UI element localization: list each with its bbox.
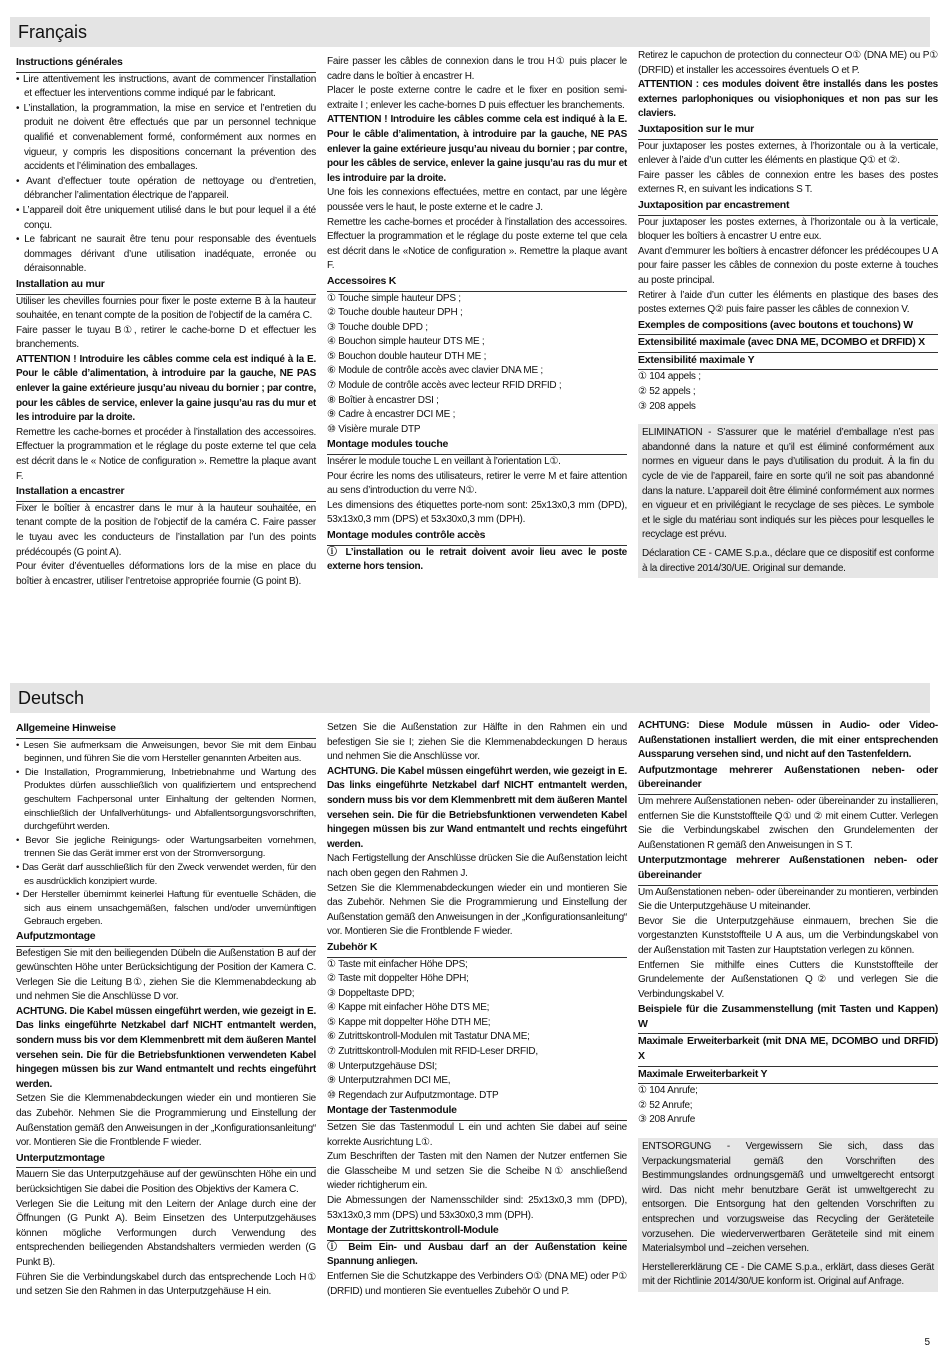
paragraph: ① Taste mit einfacher Höhe DPS;	[327, 958, 468, 970]
section-heading: Allgemeine Hinweise	[16, 721, 316, 739]
paragraph: Führen Sie die Verbindungskabel durch das entsprechende Loch H① und setzen Sie den Rahmen in das Unterputzgehäuse H ein.	[16, 1271, 316, 1298]
fr-column-1	[16, 55, 316, 589]
paragraph: ⑧ Unterputzgehäuse DSI;	[327, 1060, 437, 1072]
paragraph: ③ Touche double DPD ;	[327, 321, 428, 333]
notice-paragraph: Herstellererklärung CE - Die CAME S.p.a., erklärt, dass dieses Gerät mit der Richtlinie 2014/30/UE konform ist. Original auf Anfrage.	[638, 1259, 938, 1292]
warning-paragraph: ⓘ Beim Ein- und Ausbau darf an der Außenstation keine Spannung anliegen.	[327, 1241, 627, 1268]
paragraph: Placer le poste externe contre le cadre et le fixer en position semi-extraite I ; enlever les cache-bornes D puis effectuer les branchements.	[327, 85, 627, 111]
paragraph: ② Taste mit doppelter Höhe DPH;	[327, 973, 469, 985]
paragraph: ⑨ Cadre à encastrer DCI ME ;	[327, 409, 456, 421]
paragraph: Bevor Sie die Unterputzgehäuse einmauern, brechen Sie die vorgestanzten Kunststoffteile U A aus, um die Verbindungskabel von der Außenstation mit Tasten zur Hauptstation verlegen zu können.	[638, 915, 938, 956]
section-heading: Montage modules contrôle accès	[327, 528, 627, 546]
bullet-item: • Lesen Sie aufmerksam die Anweisungen, bevor Sie mit dem Einbau beginnen, und führen Sie die vom Hersteller genannten Arbeiten aus.	[16, 739, 316, 766]
section-heading: Maximale Erweiterbarkeit Y	[638, 1067, 938, 1085]
section-heading: Montage modules touche	[327, 437, 627, 455]
paragraph: Pour juxtaposer les postes externes, à l’horizontale ou à la verticale, bloquer les boîtiers à encastrer U entre eux.	[638, 216, 938, 243]
paragraph: Mauern Sie das Unterputzgehäuse auf der gewünschten Höhe ein und berücksichtigen Sie dabei die Position des Objektivs der Kamera C.	[16, 1169, 316, 1195]
paragraph: ③ 208 appels	[638, 400, 696, 412]
paragraph: ⑥ Module de contrôle accès avec clavier DNA ME ;	[327, 365, 543, 377]
bullet-item: • Lire attentivement les instructions, avant de commencer l’installation et effectuer les interventions comme indiqué par le fabricant.	[16, 73, 316, 102]
paragraph: ⑩ Visière murale DTP	[327, 423, 421, 435]
paragraph: Faire passer les câbles de connexion dans le trou H① puis placer le cadre dans le boîtier à encastrer H.	[327, 56, 627, 82]
paragraph: ⑥ Zutrittskontroll-Modulen mit Tastatur DNA ME;	[327, 1031, 530, 1043]
paragraph: ⑩ Regendach zur Aufputzmontage. DTP	[327, 1089, 499, 1101]
paragraph: Nach Fertigstellung der Anschlüsse drücken Sie die Außenstation leicht nach oben gegen den Rahmen J.	[327, 853, 627, 879]
paragraph: ① Touche simple hauteur DPS ;	[327, 292, 461, 304]
section-heading: Aufputzmontage mehrerer Außenstationen neben- oder übereinander	[638, 763, 938, 795]
notice-paragraph: Déclaration CE - CAME S.p.a., déclare que ce dispositif est conforme à la directive 2014/30/UE. Original sur demande.	[638, 545, 938, 578]
paragraph: Entfernen Sie mithilfe eines Cutters die Kunststoffteile der Grundelemente der Außenstationen Q② und verlegen Sie die Verbindungskabel V.	[638, 959, 938, 1000]
spacer	[638, 414, 938, 424]
warning-paragraph: ACHTUNG. Die Kabel müssen eingeführt werden, wie gezeigt in E. Das links eingeführte Netzkabel darf NICHT entmantelt werden, sondern muss bis vor dem Klemmenbrett mit dem äußeren Mantel versehen sein. Die für die Betriebsfunktionen verwendeten Kabel hingegen müssen bis zur Wand entmantelt und rechts eingeführt werden.	[327, 765, 627, 850]
paragraph: ④ Kappe mit einfacher Höhe DTS ME;	[327, 1002, 490, 1014]
paragraph: Verlegen Sie die Leitung mit den Leitern der Anlage durch eine der Öffnungen (G Punkt A). Beim Einsetzen des Unterputzgehäuses können mögliche Verformungen durch Verwendung des entsprechenden beiliegenden Abstandshalters vermieden werden (G Punkt B).	[16, 1198, 316, 1268]
fr-column-2	[327, 55, 627, 575]
paragraph: Die Abmessungen der Namensschilder sind: 25x13x0,3 mm (DPD), 53x13x0,3 mm (DPS) und 53x30x0,3 mm (DPH).	[327, 1195, 627, 1221]
section-heading: Accessoires K	[327, 274, 627, 292]
paragraph: Pour écrire les noms des utilisateurs, retirer le verre M et faire attention au sens d’introduction du verre N①.	[327, 470, 627, 497]
warning-paragraph: ATTENTION ! Introduire les câbles comme cela est indiqué à la E. Pour le câble d’alimentation, à introduire par la gauche, NE PAS enlever la gaine extérieure jusqu’au niveau du bornier ; par contre, pour les câbles de service, enlever la gaine jusqu’au ras du mur et les introduire par la droite.	[327, 114, 627, 184]
paragraph: ⑧ Boîtier à encastrer DSI ;	[327, 394, 439, 406]
paragraph: Insérer le module touche L en veillant à l’orientation L①.	[327, 456, 561, 468]
paragraph: ⑤ Bouchon double hauteur DTH ME ;	[327, 350, 487, 362]
paragraph: Zum Beschriften der Tasten mit den Namen der Nutzer entfernen Sie die Glasscheibe M und setzen Sie die Scheibe N① anschließend wieder richtigherum ein.	[327, 1151, 627, 1192]
section-heading: Extensibilité maximale Y	[638, 353, 938, 371]
paragraph: Remettre les cache-bornes et procéder à l’installation des accessoires. Effectuer la programmation et le réglage du poste externe tel que cela est décrit dans le «Notice de configuration ». Remettre la plaque avant F.	[327, 216, 627, 272]
paragraph: Befestigen Sie mit den beiliegenden Dübeln die Außenstation B auf der gewünschten Höhe unter Berücksichtigung der Position der Kamera C. Verlegen Sie die Leitung B①, ziehen Sie die Klemmenabdeckung ab und nehmen Sie die Anschlüsse D vor.	[16, 947, 316, 1003]
warning-paragraph: ACHTUNG. Die Kabel müssen eingeführt werden, wie gezeigt in E. Das links eingeführte Netzkabel darf NICHT entmantelt werden, sondern muss bis vor dem Klemmenbrett mit dem äußeren Mantel versehen sein. Die für die Betriebsfunktionen verwendeten Kabel hingegen müssen bis zur Wand entmantelt und rechts eingeführt werden.	[16, 1005, 316, 1090]
paragraph: ② Touche double hauteur DPH ;	[327, 307, 463, 319]
paragraph: Une fois les connexions effectuées, mettre en contact, par une légère poussée vers le haut, le poste externe et le cadre J.	[327, 187, 627, 213]
section-heading: Unterputzmontage	[16, 1151, 316, 1169]
page-number: 5	[924, 1337, 930, 1348]
section-heading: Montage der Zutrittskontroll-Module	[327, 1223, 627, 1241]
section-title-francais: Français	[10, 17, 930, 47]
bullet-item: • L’appareil doit être uniquement utilisé dans le but pour lequel il a été conçu.	[16, 204, 316, 233]
de-column-1	[16, 721, 316, 1300]
paragraph: Retirer à l’aide d’un cutter les éléments en plastique des bases des postes externes Q② puis faire passer les câbles de connexion V.	[638, 289, 938, 316]
paragraph: ⑦ Module de contrôle accès avec lecteur RFID DRFID ;	[327, 380, 562, 392]
paragraph: Setzen Sie die Außenstation zur Hälfte in den Rahmen ein und befestigen Sie sie I; ziehen Sie die Klemmenabdeckungen D heraus und nehmen Sie die Anschlüsse vor.	[327, 722, 627, 763]
section-heading: Maximale Erweiterbarkeit (mit DNA ME, DCOMBO und DRFID) X	[638, 1034, 938, 1066]
bullet-item: • Avant d’effectuer toute opération de nettoyage ou d’entretien, débrancher l’alimentation électrique de l’appareil.	[16, 175, 316, 204]
section-title-deutsch: Deutsch	[10, 683, 930, 713]
de-column-2	[327, 721, 627, 1299]
paragraph: ⑤ Kappe mit doppelter Höhe DTH ME;	[327, 1016, 491, 1028]
paragraph: Setzen Sie das Tastenmodul L ein und achten Sie dabei auf seine korrekte Ausrichtung L①.	[327, 1122, 627, 1148]
warning-paragraph: ACHTUNG: Diese Module müssen in Audio- oder Video-Außenstationen installiert werden, die mit einer entsprechenden Aussparung versehen sind, und nicht auf den Tastenfeldern.	[638, 720, 938, 761]
section-heading: Exemples de compositions (avec boutons et touchons) W	[638, 318, 938, 336]
bullet-item: • Le fabricant ne saurait être tenu pour responsable des éventuels dommages dérivant d’une utilisation inadéquate, erronée ou déraisonnable.	[16, 233, 316, 277]
paragraph: ⑦ Zutrittskontroll-Modulen mit RFID-Leser DRFID,	[327, 1046, 538, 1058]
section-heading: Zubehör K	[327, 940, 627, 958]
paragraph: Pour juxtaposer les postes externes, à l’horizontale ou à la verticale, enlever à l’aide d’un cutter les éléments en plastique Q① et ②.	[638, 140, 938, 167]
paragraph: Setzen Sie die Klemmenabdeckungen wieder ein und montieren Sie das Zubehör. Nehmen Sie die Programmierung und Einstellung der Außenstation gemäß den Anweisungen in der „Konfigurationsanleitung“ vor. Montieren Sie die Frontblende F wieder.	[327, 882, 627, 938]
paragraph: ④ Bouchon simple hauteur DTS ME ;	[327, 336, 485, 348]
bullet-item: • L’installation, la programmation, la mise en service et l’entretien du produit ne doivent être effectués que par un personnel technique qualifié et convenablement formé, conformément aux normes en vigueur, y compris les dispositions concernant la prévention des accidents et l’élimination des emballages.	[16, 102, 316, 175]
paragraph: ① 104 Anrufe;	[638, 1085, 698, 1097]
paragraph: ⑨ Unterputzrahmen DCI ME,	[327, 1075, 451, 1087]
section-heading: Beispiele für die Zusammenstellung (mit Tasten und Kappen) W	[638, 1002, 938, 1034]
section-heading: Instructions générales	[16, 55, 316, 73]
paragraph: Fixer le boîtier à encastrer dans le mur à la hauteur souhaitée, en tenant compte de la position de l’objectif de la caméra C. Faire passer le tuyau avec les conducteurs de l’installation par l’un des points prédécoupés (G point A).	[16, 502, 316, 558]
warning-paragraph: ATTENTION ! Introduire les câbles comme cela est indiqué à la E. Pour le câble d’alimentation, à introduire par la gauche, NE PAS enlever la gaine extérieure jusqu’au niveau du bornier ; par contre, pour les câbles de service, enlever la gaine jusqu’au ras du mur et les introduire par la droite.	[16, 353, 316, 424]
bullet-item: • Bevor Sie jegliche Reinigungs- oder Wartungsarbeiten vornehmen, trennen Sie das Gerät immer erst von der Stromversorgung.	[16, 834, 316, 861]
paragraph: Les dimensions des étiquettes porte-nom sont: 25x13x0,3 mm (DPD), 53x13x0,3 mm (DPS) et 53x30x0,3 mm (DPH).	[327, 499, 627, 526]
fr-column-3	[638, 49, 938, 578]
bullet-item: • Die Installation, Programmierung, Inbetriebnahme und Wartung des Produktes dürfen ausschließlich von qualifiziertem und entsprechend geschultem Fachpersonal unter Einhaltung der geltenden Normen, einschließlich der Unfallverhütungs- und Abfallentsorgungsvorschriften, durchgeführt werden.	[16, 766, 316, 834]
section-heading: Unterputzmontage mehrerer Außenstationen neben- oder übereinander	[638, 853, 938, 885]
section-heading: Installation a encastrer	[16, 484, 316, 502]
de-column-3	[638, 719, 938, 1292]
paragraph: Pour éviter d’éventuelles déformations lors de la mise en place du boîtier à encastrer, utiliser l’entretoise appropriée fournie (G point B).	[16, 561, 316, 587]
section-heading: Aufputzmontage	[16, 929, 316, 947]
paragraph: Utiliser les chevilles fournies pour fixer le poste externe B à la hauteur souhaitée, en tenant compte de la position de l’objectif de la caméra C.	[16, 295, 316, 322]
paragraph: Faire passer les câbles de connexion entre les bases des postes externes R, en suivant les indications S T.	[638, 169, 938, 196]
paragraph: ③ 208 Anrufe	[638, 1114, 696, 1126]
section-heading: Extensibilité maximale (avec DNA ME, DCOMBO et DRFID) X	[638, 335, 938, 353]
paragraph: Remettre les cache-bornes et procéder à l’installation des accessoires. Effectuer la programmation et le réglage du poste externe tel que cela est décrit dans le « Notice de configuration ». Remettre la plaque avant F.	[16, 426, 316, 482]
spacer	[638, 1128, 938, 1138]
paragraph: Setzen Sie die Klemmenabdeckungen wieder ein und montieren Sie das Zubehör. Nehmen Sie die Programmierung und Einstellung der Außenstation gemäß den Anweisungen in der „Konfigurationsanleitung“ vor. Montieren Sie die Frontblende F wieder.	[16, 1093, 316, 1149]
paragraph: ② 52 appels ;	[638, 386, 696, 398]
warning-paragraph: ⓘ L’installation ou le retrait doivent avoir lieu avec le poste externe hors tension.	[327, 546, 627, 573]
paragraph: Faire passer le tuyau B①, retirer le cache-borne D et effectuer les branchements.	[16, 324, 316, 351]
paragraph: Avant d’emmurer les boîtiers à encastrer défoncer les prédécoupes U A pour faire passer les câbles de connexion du poste externe à touches au poste principal.	[638, 245, 938, 286]
section-heading: Installation au mur	[16, 277, 316, 295]
section-heading: Juxtaposition par encastrement	[638, 198, 938, 216]
bullet-item: • Das Gerät darf ausschließlich für den Zweck verwendet werden, für den es ausdrücklich konzipiert wurde.	[16, 861, 316, 888]
section-heading: Montage der Tastenmodule	[327, 1103, 627, 1121]
bullet-item: • Der Hersteller übernimmt keinerlei Haftung für eventuelle Schäden, die sich aus einem unsachgemäßen, falschen und/oder unvernünftigen Gebrauch ergeben.	[16, 888, 316, 929]
paragraph: Um Außenstationen neben- oder übereinander zu montieren, verbinden Sie die Unterputzgehäuse U miteinander.	[638, 886, 938, 913]
paragraph: Entfernen Sie die Schutzkappe des Verbinders O① (DNA ME) oder P① (DRFID) und montieren Sie eventuelles Zubehör O und P.	[327, 1270, 627, 1297]
warning-paragraph: ATTENTION : ces modules doivent être installés dans les postes externes parlophoniques ou visiophoniques et non pas sur les claviers.	[638, 79, 938, 120]
paragraph: ① 104 appels ;	[638, 371, 701, 383]
notice-paragraph: ENTSORGUNG - Vergewissern Sie sich, dass das Verpackungsmaterial gemäß den Vorschriften des Bestimmungslandes ordnungsgemäß und umweltgerecht entsorgt wird. Das nicht mehr benutzbare Gerät ist umweltgerecht zu entsorgen. Die Entsorgung hat den geltenden Vorschriften zu entsprechen und vorzugsweise das Recycling der Geräteteile vorzusehen. Die wiederverwertbaren Geräteteile sind mit einem Materialsymbol und –zeichen versehen.	[638, 1138, 938, 1259]
section-heading: Juxtaposition sur le mur	[638, 122, 938, 140]
paragraph: Retirez le capuchon de protection du connecteur O① (DNA ME) ou P① (DRFID) et installer les accessoires éventuels O et P.	[638, 50, 938, 76]
paragraph: ② 52 Anrufe;	[638, 1099, 693, 1111]
notice-paragraph: ELIMINATION - S’assurer que le matériel d’emballage n’est pas abandonné dans la nature et qu’il est éliminé conformément aux normes en vigueur dans le pays d’utilisation du produit. À la fin du cycle de vie de l’appareil, faire en sorte qu’il ne soit pas abandonné dans la nature. L’appareil doit être éliminé conformément aux normes en vigueur et en privilégiant le recyclage de ses pièces. Le symbole et le sigle du matériau sont indiqués sur les pièces pour lesquelles le recyclage est prévu.	[638, 424, 938, 545]
paragraph: ③ Doppeltaste DPD;	[327, 987, 415, 999]
paragraph: Um mehrere Außenstationen neben- oder übereinander zu installieren, entfernen Sie die Kunststoffteile Q① und ② mit einem Cutter. Verlegen Sie die Verbindungskabel zwischen den Grundelementen der Außenstationen R gemäß den Anweisungen in S T.	[638, 795, 938, 851]
